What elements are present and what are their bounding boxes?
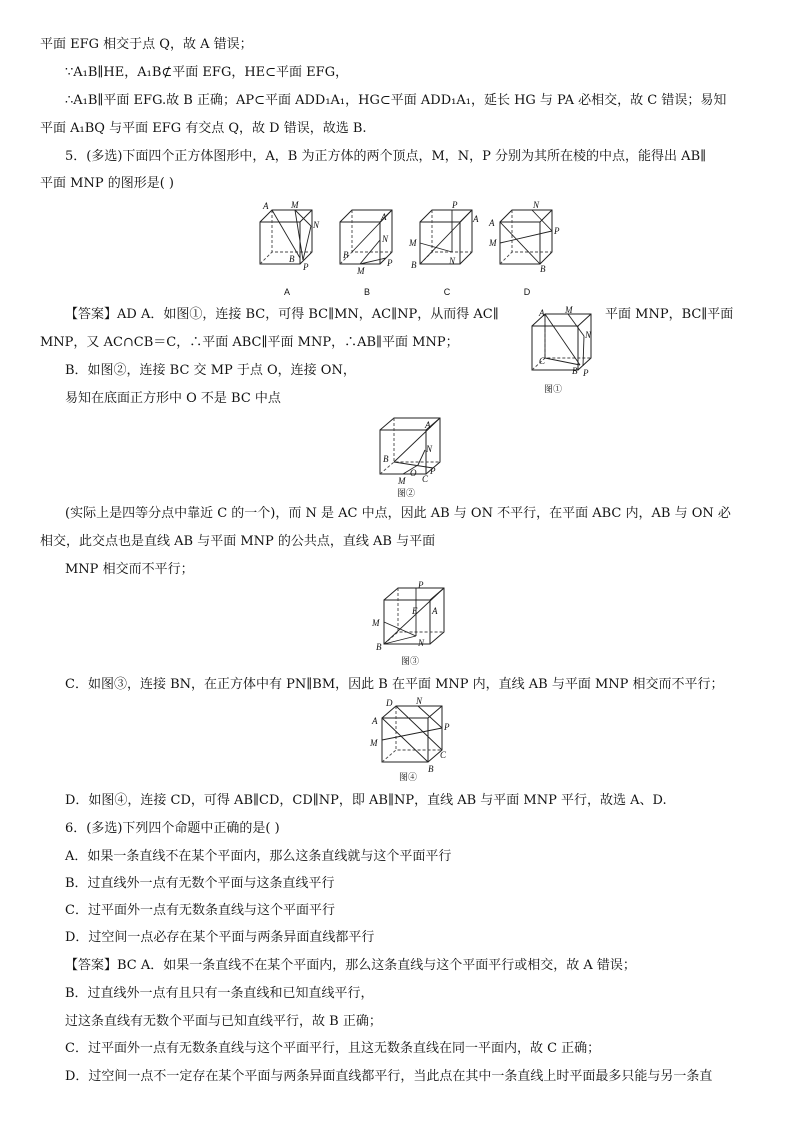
question-6: 6．(多选)下列四个命题中正确的是( ) <box>65 821 280 836</box>
options-figure <box>255 200 565 300</box>
svg-text:A: A <box>539 308 545 318</box>
svg-text:M: M <box>398 476 406 486</box>
cube-option-d <box>488 200 560 297</box>
question-5-cont: 平面 MNP 的图形是( ) <box>40 176 174 191</box>
answer-5-a: 【答案】AD A．如图①，连接 BC，可得 BC∥MN，AC∥NP，从而得 AC∥ <box>65 307 499 322</box>
q6-option-d: D．过空间一点必存在某个平面与两条异面直线都平行 <box>65 930 375 945</box>
text-line: 平面 EFG 相交于点 Q，故 A 错误； <box>40 37 253 52</box>
figure-4-caption: 图④ <box>398 772 418 782</box>
svg-text:M: M <box>565 305 573 315</box>
figure-1 <box>525 305 600 398</box>
svg-text:B: B <box>540 264 546 274</box>
svg-text:P: P <box>583 368 589 378</box>
answer-5-b3: (实际上是四等分点中靠近 C 的一个)，而 N 是 AC 中点，因此 AB 与 ON 不平行，在平面 ABC 内，AB 与 ON 必 <box>65 506 731 521</box>
svg-text:A: A <box>372 716 378 726</box>
answer-5-a-right: 平面 MNP，BC∥平面 <box>605 307 734 322</box>
svg-text:C: C <box>440 750 447 760</box>
svg-text:D: D <box>386 698 393 708</box>
svg-text:A: A <box>263 201 269 211</box>
svg-text:B: B <box>411 260 417 270</box>
answer-5-b2: 易知在底面正方形中 O 不是 BC 中点 <box>65 391 281 406</box>
svg-text:N: N <box>313 220 320 230</box>
cube-option-a <box>260 200 320 297</box>
svg-text:B: B <box>572 366 578 376</box>
caption-a: A <box>283 287 291 297</box>
svg-text:P: P <box>444 722 450 732</box>
svg-text:P: P <box>554 226 560 236</box>
answer-6-b1: B．过直线外一点有且只有一条直线和已知直线平行， <box>65 986 374 1001</box>
answer-5-d: D．如图④，连接 CD，可得 AB∥CD，CD∥NP，即 AB∥NP，直线 AB 与平面 MNP 平行，故选 A、D. <box>65 793 667 808</box>
answer-5-b4: 相交，此交点也是直线 AB 与平面 MNP 的公共点，直线 AB 与平面 <box>40 534 436 549</box>
svg-text:C: C <box>422 474 429 484</box>
cube-option-b <box>340 210 393 297</box>
svg-text:A: A <box>381 212 387 222</box>
svg-text:M: M <box>489 238 497 248</box>
text-line: ∴A₁B∥平面 EFG.故 B 正确；AP⊂平面 ADD₁A₁，HG⊂平面 ADD₁A₁，延长 HG 与 PA 必相交，故 C 错误；易知 <box>65 93 727 108</box>
svg-text:B: B <box>376 642 382 652</box>
svg-text:B: B <box>289 254 295 264</box>
svg-text:C: C <box>539 356 546 366</box>
svg-text:P: P <box>303 262 309 272</box>
svg-text:N: N <box>418 638 425 648</box>
svg-text:A: A <box>489 218 495 228</box>
svg-text:B: B <box>383 454 389 464</box>
caption-b: B <box>363 287 371 297</box>
caption-c: C <box>443 287 451 297</box>
svg-text:A: A <box>432 606 438 616</box>
answer-6-b2: 过这条直线有无数个平面与已知直线平行，故 B 正确； <box>65 1014 382 1029</box>
question-5: 5．(多选)下面四个正方体图形中，A，B 为正方体的两个顶点，M，N，P 分别为其所在棱的中点，能得出 AB∥ <box>65 149 707 164</box>
svg-text:N: N <box>416 696 423 706</box>
svg-text:N: N <box>382 234 389 244</box>
svg-text:A: A <box>425 420 431 430</box>
svg-text:P: P <box>430 466 436 476</box>
answer-6-d: D．过空间一点不一定存在某个平面与两条异面直线都平行，当此点在其中一条直线上时平面最多只能与另一条直 <box>65 1069 713 1084</box>
svg-text:P: P <box>387 258 393 268</box>
svg-text:N: N <box>585 330 592 340</box>
figure-3-caption: 图③ <box>400 656 420 666</box>
svg-text:E: E <box>412 606 418 616</box>
svg-text:N: N <box>449 256 456 266</box>
cube-option-c <box>408 200 479 297</box>
caption-d: D <box>523 287 531 297</box>
answer-6-a: 【答案】BC A．如果一条直线不在某个平面内，那么这条直线与这个平面平行或相交，故 A 错误； <box>65 958 636 973</box>
text-line: ∵A₁B∥HE，A₁B⊄平面 EFG，HE⊂平面 EFG， <box>65 65 349 80</box>
answer-5-c: C．如图③，连接 BN，在正方体中有 PN∥BM，因此 B 在平面 MNP 内，直线 AB 与平面 MNP 相交而不平行； <box>65 677 724 692</box>
answer-5-b1: B．如图②，连接 BC 交 MP 于点 O，连接 ON， <box>65 363 356 378</box>
svg-text:B: B <box>343 250 349 260</box>
figure-3 <box>372 580 452 670</box>
svg-text:M: M <box>370 738 378 748</box>
text-line: 平面 A₁BQ 与平面 EFG 有交点 Q，故 D 错误，故选 B. <box>40 121 367 136</box>
svg-text:P: P <box>418 580 424 590</box>
svg-text:M: M <box>291 200 299 210</box>
svg-text:P: P <box>452 200 458 210</box>
svg-text:N: N <box>426 444 433 454</box>
answer-6-c: C．过平面外一点有无数条直线与这个平面平行，且这无数条直线在同一平面内，故 C 正确； <box>65 1041 601 1056</box>
answer-5-b5: MNP 相交而不平行； <box>65 562 194 577</box>
answer-5-a2: MNP，又 AC∩CB＝C，∴平面 ABC∥平面 MNP，∴AB∥平面 MNP； <box>40 335 459 350</box>
svg-text:A: A <box>473 214 479 224</box>
figure-2 <box>370 414 450 500</box>
svg-text:B: B <box>428 764 434 774</box>
figure-4 <box>370 696 450 786</box>
svg-text:N: N <box>533 200 540 210</box>
svg-text:M: M <box>372 618 380 628</box>
q6-option-c: C．过平面外一点有无数条直线与这个平面平行 <box>65 903 335 918</box>
figure-2-caption: 图② <box>396 488 416 498</box>
svg-text:M: M <box>357 266 365 276</box>
q6-option-b: B．过直线外一点有无数个平面与这条直线平行 <box>65 876 335 891</box>
figure-1-caption: 图① <box>543 384 563 394</box>
svg-text:O: O <box>410 468 417 478</box>
svg-text:M: M <box>409 238 417 248</box>
q6-option-a: A．如果一条直线不在某个平面内，那么这条直线就与这个平面平行 <box>65 849 452 864</box>
